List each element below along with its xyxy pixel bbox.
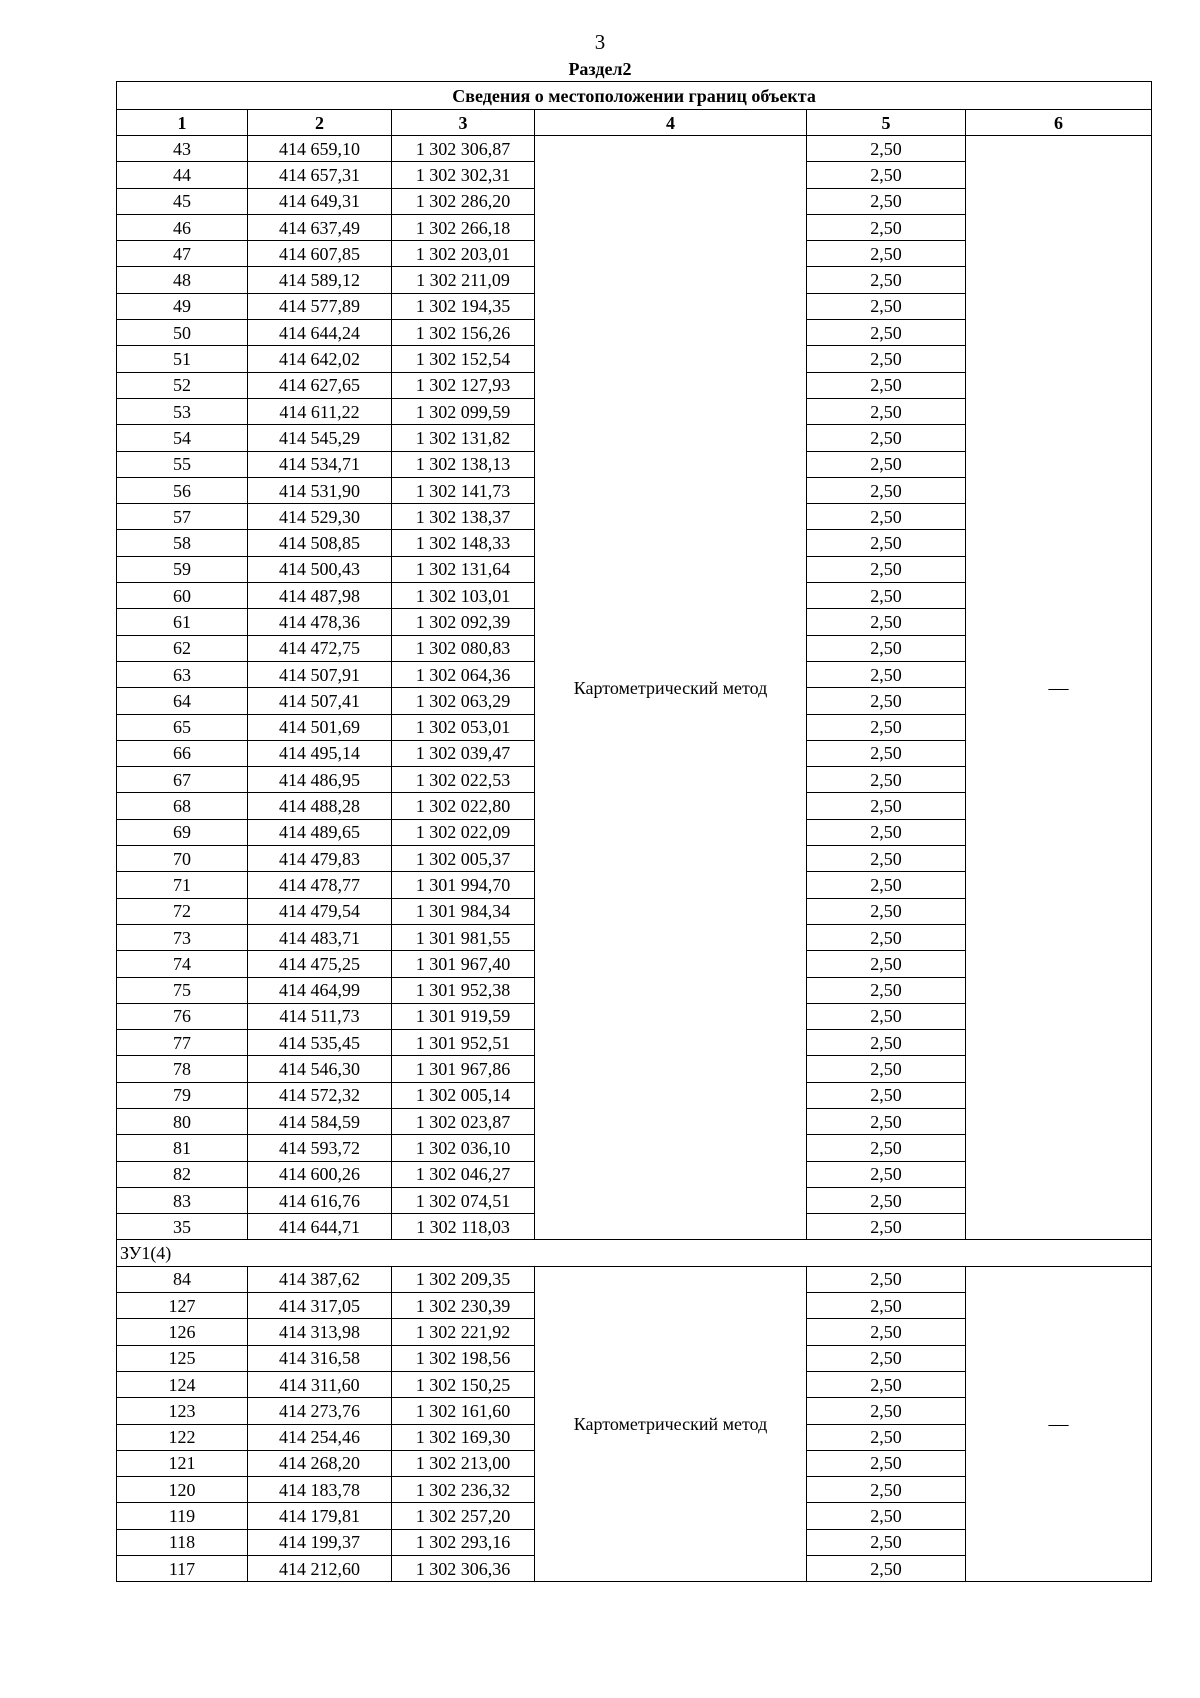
x-coordinate-cell: 414 535,45 — [248, 1030, 392, 1056]
y-coordinate-cell: 1 302 036,10 — [392, 1135, 535, 1161]
point-number-cell: 83 — [117, 1187, 248, 1213]
point-number-cell: 80 — [117, 1108, 248, 1134]
y-coordinate-cell: 1 302 092,39 — [392, 609, 535, 635]
precision-cell: 2,50 — [807, 267, 966, 293]
method-cell: Картометрический метод — [535, 1266, 807, 1582]
precision-cell: 2,50 — [807, 793, 966, 819]
precision-cell: 2,50 — [807, 924, 966, 950]
point-number-cell: 55 — [117, 451, 248, 477]
x-coordinate-cell: 414 642,02 — [248, 346, 392, 372]
point-number-cell: 61 — [117, 609, 248, 635]
x-coordinate-cell: 414 472,75 — [248, 635, 392, 661]
x-coordinate-cell: 414 273,76 — [248, 1398, 392, 1424]
y-coordinate-cell: 1 302 266,18 — [392, 214, 535, 240]
x-coordinate-cell: 414 531,90 — [248, 477, 392, 503]
y-coordinate-cell: 1 302 118,03 — [392, 1214, 535, 1240]
point-number-cell: 49 — [117, 293, 248, 319]
point-number-cell: 121 — [117, 1450, 248, 1476]
y-coordinate-cell: 1 302 148,33 — [392, 530, 535, 556]
y-coordinate-cell: 1 302 302,31 — [392, 162, 535, 188]
x-coordinate-cell: 414 479,83 — [248, 846, 392, 872]
x-coordinate-cell: 414 487,98 — [248, 583, 392, 609]
precision-cell: 2,50 — [807, 556, 966, 582]
point-number-cell: 84 — [117, 1266, 248, 1292]
x-coordinate-cell: 414 313,98 — [248, 1319, 392, 1345]
y-coordinate-cell: 1 302 213,00 — [392, 1450, 535, 1476]
precision-cell: 2,50 — [807, 346, 966, 372]
y-coordinate-cell: 1 302 138,37 — [392, 504, 535, 530]
x-coordinate-cell: 414 179,81 — [248, 1503, 392, 1529]
x-coordinate-cell: 414 486,95 — [248, 767, 392, 793]
x-coordinate-cell: 414 593,72 — [248, 1135, 392, 1161]
point-number-cell: 52 — [117, 372, 248, 398]
x-coordinate-cell: 414 483,71 — [248, 924, 392, 950]
y-coordinate-cell: 1 302 198,56 — [392, 1345, 535, 1371]
precision-cell: 2,50 — [807, 530, 966, 556]
column-number-3: 3 — [392, 110, 535, 136]
caption-row — [117, 82, 1152, 110]
point-number-cell: 118 — [117, 1529, 248, 1555]
column-6-cell: — — [966, 136, 1152, 1240]
precision-cell: 2,50 — [807, 583, 966, 609]
y-coordinate-cell: 1 302 005,37 — [392, 846, 535, 872]
y-coordinate-cell: 1 302 161,60 — [392, 1398, 535, 1424]
y-coordinate-cell: 1 301 952,51 — [392, 1030, 535, 1056]
precision-cell: 2,50 — [807, 1345, 966, 1371]
precision-cell: 2,50 — [807, 1082, 966, 1108]
point-number-cell: 35 — [117, 1214, 248, 1240]
table-body — [117, 82, 1152, 1582]
x-coordinate-cell: 414 507,91 — [248, 661, 392, 687]
y-coordinate-cell: 1 302 099,59 — [392, 398, 535, 424]
precision-cell: 2,50 — [807, 714, 966, 740]
precision-cell: 2,50 — [807, 1319, 966, 1345]
point-number-cell: 75 — [117, 977, 248, 1003]
x-coordinate-cell: 414 577,89 — [248, 293, 392, 319]
precision-cell: 2,50 — [807, 136, 966, 162]
y-coordinate-cell: 1 302 236,32 — [392, 1477, 535, 1503]
x-coordinate-cell: 414 489,65 — [248, 819, 392, 845]
point-number-cell: 58 — [117, 530, 248, 556]
point-number-cell: 65 — [117, 714, 248, 740]
precision-cell: 2,50 — [807, 846, 966, 872]
x-coordinate-cell: 414 534,71 — [248, 451, 392, 477]
y-coordinate-cell: 1 302 306,36 — [392, 1556, 535, 1582]
y-coordinate-cell: 1 302 022,53 — [392, 767, 535, 793]
y-coordinate-cell: 1 301 952,38 — [392, 977, 535, 1003]
y-coordinate-cell: 1 302 022,09 — [392, 819, 535, 845]
table-row — [117, 1266, 1152, 1292]
x-coordinate-cell: 414 212,60 — [248, 1556, 392, 1582]
point-number-cell: 60 — [117, 583, 248, 609]
precision-cell: 2,50 — [807, 1424, 966, 1450]
precision-cell: 2,50 — [807, 767, 966, 793]
precision-cell: 2,50 — [807, 1503, 966, 1529]
y-coordinate-cell: 1 301 984,34 — [392, 898, 535, 924]
y-coordinate-cell: 1 301 967,40 — [392, 951, 535, 977]
point-number-cell: 51 — [117, 346, 248, 372]
point-number-cell: 50 — [117, 320, 248, 346]
x-coordinate-cell: 414 511,73 — [248, 1003, 392, 1029]
y-coordinate-cell: 1 301 967,86 — [392, 1056, 535, 1082]
x-coordinate-cell: 414 600,26 — [248, 1161, 392, 1187]
y-coordinate-cell: 1 302 141,73 — [392, 477, 535, 503]
y-coordinate-cell: 1 302 131,64 — [392, 556, 535, 582]
x-coordinate-cell: 414 311,60 — [248, 1371, 392, 1397]
precision-cell: 2,50 — [807, 1214, 966, 1240]
y-coordinate-cell: 1 302 022,80 — [392, 793, 535, 819]
precision-cell: 2,50 — [807, 819, 966, 845]
x-coordinate-cell: 414 507,41 — [248, 688, 392, 714]
y-coordinate-cell: 1 302 131,82 — [392, 425, 535, 451]
x-coordinate-cell: 414 268,20 — [248, 1450, 392, 1476]
precision-cell: 2,50 — [807, 188, 966, 214]
column-number-1: 1 — [117, 110, 248, 136]
x-coordinate-cell: 414 545,29 — [248, 425, 392, 451]
y-coordinate-cell: 1 301 919,59 — [392, 1003, 535, 1029]
precision-cell: 2,50 — [807, 1556, 966, 1582]
boundary-coordinates-table — [116, 81, 1152, 1582]
point-number-cell: 72 — [117, 898, 248, 924]
point-number-cell: 76 — [117, 1003, 248, 1029]
precision-cell: 2,50 — [807, 1529, 966, 1555]
x-coordinate-cell: 414 584,59 — [248, 1108, 392, 1134]
point-number-cell: 46 — [117, 214, 248, 240]
point-number-cell: 48 — [117, 267, 248, 293]
column-number-6: 6 — [966, 110, 1152, 136]
column-number-4: 4 — [535, 110, 807, 136]
precision-cell: 2,50 — [807, 1108, 966, 1134]
x-coordinate-cell: 414 659,10 — [248, 136, 392, 162]
precision-cell: 2,50 — [807, 214, 966, 240]
column-number-2: 2 — [248, 110, 392, 136]
point-number-cell: 44 — [117, 162, 248, 188]
point-number-cell: 64 — [117, 688, 248, 714]
point-number-cell: 120 — [117, 1477, 248, 1503]
precision-cell: 2,50 — [807, 661, 966, 687]
x-coordinate-cell: 414 589,12 — [248, 267, 392, 293]
point-number-cell: 77 — [117, 1030, 248, 1056]
x-coordinate-cell: 414 254,46 — [248, 1424, 392, 1450]
y-coordinate-cell: 1 302 203,01 — [392, 241, 535, 267]
x-coordinate-cell: 414 183,78 — [248, 1477, 392, 1503]
x-coordinate-cell: 414 488,28 — [248, 793, 392, 819]
y-coordinate-cell: 1 302 053,01 — [392, 714, 535, 740]
x-coordinate-cell: 414 317,05 — [248, 1293, 392, 1319]
x-coordinate-cell: 414 644,24 — [248, 320, 392, 346]
precision-cell: 2,50 — [807, 872, 966, 898]
table-row — [117, 136, 1152, 162]
point-number-cell: 82 — [117, 1161, 248, 1187]
y-coordinate-cell: 1 302 063,29 — [392, 688, 535, 714]
y-coordinate-cell: 1 302 306,87 — [392, 136, 535, 162]
y-coordinate-cell: 1 302 286,20 — [392, 188, 535, 214]
precision-cell: 2,50 — [807, 1135, 966, 1161]
x-coordinate-cell: 414 572,32 — [248, 1082, 392, 1108]
y-coordinate-cell: 1 302 074,51 — [392, 1187, 535, 1213]
point-number-cell: 45 — [117, 188, 248, 214]
x-coordinate-cell: 414 644,71 — [248, 1214, 392, 1240]
point-number-cell: 66 — [117, 740, 248, 766]
point-number-cell: 56 — [117, 477, 248, 503]
point-number-cell: 43 — [117, 136, 248, 162]
precision-cell: 2,50 — [807, 688, 966, 714]
precision-cell: 2,50 — [807, 320, 966, 346]
x-coordinate-cell: 414 500,43 — [248, 556, 392, 582]
precision-cell: 2,50 — [807, 398, 966, 424]
precision-cell: 2,50 — [807, 241, 966, 267]
precision-cell: 2,50 — [807, 425, 966, 451]
point-number-cell: 79 — [117, 1082, 248, 1108]
precision-cell: 2,50 — [807, 293, 966, 319]
y-coordinate-cell: 1 302 221,92 — [392, 1319, 535, 1345]
x-coordinate-cell: 414 478,36 — [248, 609, 392, 635]
x-coordinate-cell: 414 475,25 — [248, 951, 392, 977]
point-number-cell: 47 — [117, 241, 248, 267]
x-coordinate-cell: 414 546,30 — [248, 1056, 392, 1082]
y-coordinate-cell: 1 302 103,01 — [392, 583, 535, 609]
x-coordinate-cell: 414 479,54 — [248, 898, 392, 924]
precision-cell: 2,50 — [807, 451, 966, 477]
precision-cell: 2,50 — [807, 372, 966, 398]
point-number-cell: 62 — [117, 635, 248, 661]
section-title: Раздел2 — [568, 59, 632, 79]
y-coordinate-cell: 1 302 169,30 — [392, 1424, 535, 1450]
point-number-cell: 74 — [117, 951, 248, 977]
x-coordinate-cell: 414 478,77 — [248, 872, 392, 898]
x-coordinate-cell: 414 199,37 — [248, 1529, 392, 1555]
y-coordinate-cell: 1 302 064,36 — [392, 661, 535, 687]
point-number-cell: 81 — [117, 1135, 248, 1161]
column-number-row — [117, 110, 1152, 136]
precision-cell: 2,50 — [807, 1187, 966, 1213]
group-row — [117, 1240, 1152, 1266]
x-coordinate-cell: 414 495,14 — [248, 740, 392, 766]
x-coordinate-cell: 414 387,62 — [248, 1266, 392, 1292]
x-coordinate-cell: 414 627,65 — [248, 372, 392, 398]
point-number-cell: 53 — [117, 398, 248, 424]
precision-cell: 2,50 — [807, 1450, 966, 1476]
point-number-cell: 63 — [117, 661, 248, 687]
precision-cell: 2,50 — [807, 1056, 966, 1082]
y-coordinate-cell: 1 302 293,16 — [392, 1529, 535, 1555]
column-number-5: 5 — [807, 110, 966, 136]
y-coordinate-cell: 1 302 156,26 — [392, 320, 535, 346]
precision-cell: 2,50 — [807, 504, 966, 530]
precision-cell: 2,50 — [807, 740, 966, 766]
x-coordinate-cell: 414 657,31 — [248, 162, 392, 188]
group-label: ЗУ1(4) — [117, 1240, 1152, 1266]
point-number-cell: 68 — [117, 793, 248, 819]
y-coordinate-cell: 1 301 994,70 — [392, 872, 535, 898]
y-coordinate-cell: 1 302 039,47 — [392, 740, 535, 766]
precision-cell: 2,50 — [807, 1293, 966, 1319]
point-number-cell: 69 — [117, 819, 248, 845]
y-coordinate-cell: 1 302 211,09 — [392, 267, 535, 293]
point-number-cell: 67 — [117, 767, 248, 793]
y-coordinate-cell: 1 302 150,25 — [392, 1371, 535, 1397]
precision-cell: 2,50 — [807, 609, 966, 635]
x-coordinate-cell: 414 501,69 — [248, 714, 392, 740]
method-cell: Картометрический метод — [535, 136, 807, 1240]
y-coordinate-cell: 1 302 046,27 — [392, 1161, 535, 1187]
point-number-cell: 59 — [117, 556, 248, 582]
precision-cell: 2,50 — [807, 1030, 966, 1056]
y-coordinate-cell: 1 301 981,55 — [392, 924, 535, 950]
point-number-cell: 54 — [117, 425, 248, 451]
point-number-cell: 117 — [117, 1556, 248, 1582]
point-number-cell: 78 — [117, 1056, 248, 1082]
point-number-cell: 57 — [117, 504, 248, 530]
precision-cell: 2,50 — [807, 951, 966, 977]
x-coordinate-cell: 414 508,85 — [248, 530, 392, 556]
x-coordinate-cell: 414 316,58 — [248, 1345, 392, 1371]
precision-cell: 2,50 — [807, 977, 966, 1003]
x-coordinate-cell: 414 607,85 — [248, 241, 392, 267]
x-coordinate-cell: 414 611,22 — [248, 398, 392, 424]
y-coordinate-cell: 1 302 080,83 — [392, 635, 535, 661]
point-number-cell: 122 — [117, 1424, 248, 1450]
point-number-cell: 126 — [117, 1319, 248, 1345]
precision-cell: 2,50 — [807, 1003, 966, 1029]
x-coordinate-cell: 414 464,99 — [248, 977, 392, 1003]
point-number-cell: 123 — [117, 1398, 248, 1424]
point-number-cell: 125 — [117, 1345, 248, 1371]
y-coordinate-cell: 1 302 127,93 — [392, 372, 535, 398]
y-coordinate-cell: 1 302 023,87 — [392, 1108, 535, 1134]
page-number: 3 — [594, 30, 606, 54]
point-number-cell: 73 — [117, 924, 248, 950]
precision-cell: 2,50 — [807, 1266, 966, 1292]
precision-cell: 2,50 — [807, 1398, 966, 1424]
column-6-cell: — — [966, 1266, 1152, 1582]
precision-cell: 2,50 — [807, 162, 966, 188]
x-coordinate-cell: 414 616,76 — [248, 1187, 392, 1213]
table-caption: Сведения о местоположении границ объекта — [117, 82, 1152, 110]
point-number-cell: 119 — [117, 1503, 248, 1529]
x-coordinate-cell: 414 637,49 — [248, 214, 392, 240]
point-number-cell: 127 — [117, 1293, 248, 1319]
y-coordinate-cell: 1 302 152,54 — [392, 346, 535, 372]
x-coordinate-cell: 414 649,31 — [248, 188, 392, 214]
precision-cell: 2,50 — [807, 477, 966, 503]
precision-cell: 2,50 — [807, 898, 966, 924]
y-coordinate-cell: 1 302 257,20 — [392, 1503, 535, 1529]
y-coordinate-cell: 1 302 138,13 — [392, 451, 535, 477]
precision-cell: 2,50 — [807, 1371, 966, 1397]
point-number-cell: 124 — [117, 1371, 248, 1397]
precision-cell: 2,50 — [807, 1477, 966, 1503]
point-number-cell: 70 — [117, 846, 248, 872]
point-number-cell: 71 — [117, 872, 248, 898]
y-coordinate-cell: 1 302 194,35 — [392, 293, 535, 319]
x-coordinate-cell: 414 529,30 — [248, 504, 392, 530]
y-coordinate-cell: 1 302 005,14 — [392, 1082, 535, 1108]
precision-cell: 2,50 — [807, 635, 966, 661]
y-coordinate-cell: 1 302 209,35 — [392, 1266, 535, 1292]
y-coordinate-cell: 1 302 230,39 — [392, 1293, 535, 1319]
precision-cell: 2,50 — [807, 1161, 966, 1187]
